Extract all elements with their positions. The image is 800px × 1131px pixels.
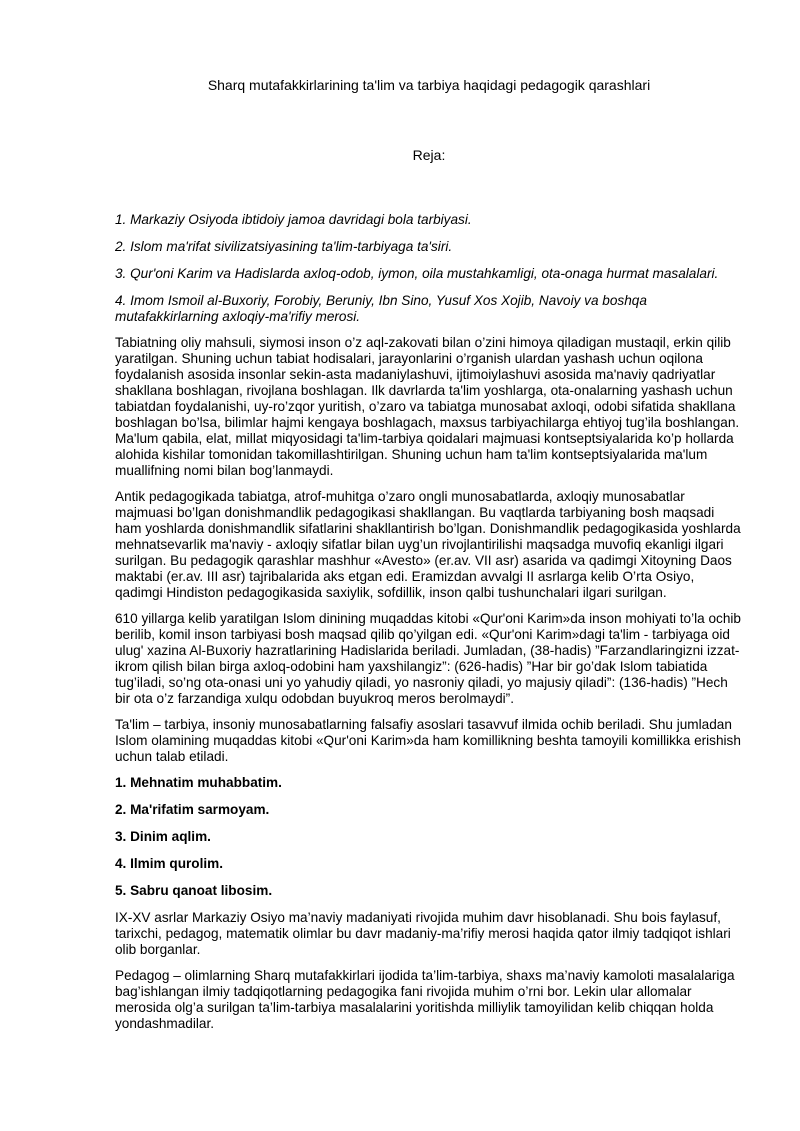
document-title: Sharq mutafakkirlarining ta'lim va tarbiya haqidagi pedagogik qarashlari	[207, 77, 651, 93]
principle-item: 5. Sabru qanoat libosim.	[115, 883, 273, 898]
body-paragraph: 610 yillarga kelib yaratilgan Islom dinining muqaddas kitobi «Qur'oni Karim»da inson mohiyati to’la ochib berilib, komil inson tarbiyasi bosh maqsad qilib qo’yilgan edi. «Qur'oni Karim»dagi ta'lim - tarbiyaga oid ulug' xazina Al-Buxoriy hazratlarining Hadislarida beriladi. Jumladan, (38-hadis) ”Farzandlaringizni izzat-ikrom qilish bilan birga axloq-odobini ham yaxshilangiz”: (626-hadis) ”Har bir go’dak Islom tabiatida tug’iladi, so’ng ota-onasi uni yo yahudiy qiladi, yo nasroniy qiladi, yo majusiy qiladi”: (136-hadis) ”Hech bir ota o’z farzandiga xulqu odobdan buyukroq meros berolmaydi”.	[115, 611, 741, 706]
principle-item: 1. Mehnatim muhabbatim.	[115, 775, 282, 790]
plan-item: 3. Qur'oni Karim va Hadislarda axloq-odob, iymon, oila mustahkamligi, ota-onaga hurmat masalalari.	[115, 266, 719, 281]
document-body	[115, 212, 743, 1042]
body-paragraph: IX-XV asrlar Markaziy Osiyo ma’naviy madaniyati rivojida muhim davr hisoblanadi. Shu bois faylasuf, tarixchi, pedagog, matematik olimlar bu davr madaniy-ma’rifiy merosi haqida qator ilmiy tadqiqot ishlari olib borganlar.	[115, 910, 731, 957]
principle-item: 3. Dinim aqlim.	[115, 829, 211, 844]
body-paragraph: Antik pedagogikada tabiatga, atrof-muhitga o’zaro ongli munosabatlarda, axloqiy munosabatlar majmuasi bo’lgan donishmandlik pedagogikasi shakllangan. Bu vaqtlarda tarbiyaning bosh maqsadi ham yoshlarda donishmandlik sifatlarini shakllantirish bo’lgan. Donishmandlik pedagogikasida yoshlarda mehnatsevarlik ma'naviy - axloqiy sifatlar bilan uyg’un rivojlantirilishi maqsadga muvofiq ekanligi ilgari surilgan. Bu pedagogik qarashlar mashhur «Avesto» (er.av. VII asr) asarida va qadimgi Xitoyning Daos maktabi (er.av. III asr) tajribalarida aks etgan edi. Eramizdan avvalgi II asrlarga kelib O’rta Osiyo, qadimgi Hindiston pedagogikasida saxiylik, sofdillik, inson qalbi tushunchalari ilgari surilgan.	[115, 489, 741, 600]
plan-item: 2. Islom ma'rifat sivilizatsiyasining ta'lim-tarbiyaga ta'siri.	[115, 239, 453, 254]
body-paragraph: Pedagog – olimlarning Sharq mutafakkirlari ijodida ta’lim-tarbiya, shaxs ma’naviy kamoloti masalalariga bag’ishlangan ilmiy tadqiqotlarning pedagogika fani rivojida muhim o’rni bor. Lekin ular allomalar merosida olg’a surilgan ta’lim-tarbiya masalalarini yoritishda milliylik tamoyilidan kelib chiqqan holda yondashmadilar.	[115, 968, 735, 1031]
plan-item: 4. Imom Ismoil al-Buxoriy, Forobiy, Beruniy, Ibn Sino, Yusuf Xos Xojib, Navoiy va boshqa mutafakkirlarning axloqiy-ma'rifiy merosi.	[115, 293, 647, 324]
body-paragraph: Tabiatning oliy mahsuli, siymosi inson o’z aql-zakovati bilan o’zini himoya qiladigan mustaqil, erkin qilib yaratilgan. Shuning uchun tabiat hodisalari, jarayonlarini o’rganish ulardan yashash uchun oqilona foydalanish asosida insonlar sekin-asta madaniylashuvi, ijtimoiylashuvi asosida ma'naviy qadriyatlar shakllana boshlagan, rivojlana boshlagan. Ilk davrlarda ta'lim yoshlarga, ota-onalarning yashash uchun tabiatdan foydalanishi, uy-ro’zqor yuritish, o’zaro va tabiatga munosabat axloqi, odobi sifatida shakllana boshlagan bo’lsa, bilimlar hajmi kengaya boshlagach, maxsus tarbiyachilarga ehtiyoj tug’ila boshlangan. Ma'lum qabila, elat, millat miqyosidagi ta'lim-tarbiya qoidalari majmuasi kontseptsiyalarida ko’p hollarda alohida kishilar tomonidan takomillashtirilgan. Shuning uchun ham ta'lim kontseptsiyalarida ma'lum muallifning nomi bilan bog’lanmaydi.	[115, 335, 740, 478]
principles-list	[115, 775, 743, 899]
plan-item: 1. Markaziy Osiyoda ibtidoiy jamoa davridagi bola tarbiyasi.	[115, 212, 472, 227]
principle-item: 2. Ma'rifatim sarmoyam.	[115, 802, 270, 817]
plan-heading: Reja:	[412, 147, 446, 163]
body-paragraph: Ta'lim – tarbiya, insoniy munosabatlarning falsafiy asoslari tasavvuf ilmida ochib beriladi. Shu jumladan Islom olamining muqaddas kitobi «Qur'oni Karim»da ham komillikning beshta tamoyili komillikka erishish uchun talab etiladi.	[115, 717, 741, 764]
plan-list	[115, 212, 743, 325]
principle-item: 4. Ilmim qurolim.	[115, 856, 224, 871]
